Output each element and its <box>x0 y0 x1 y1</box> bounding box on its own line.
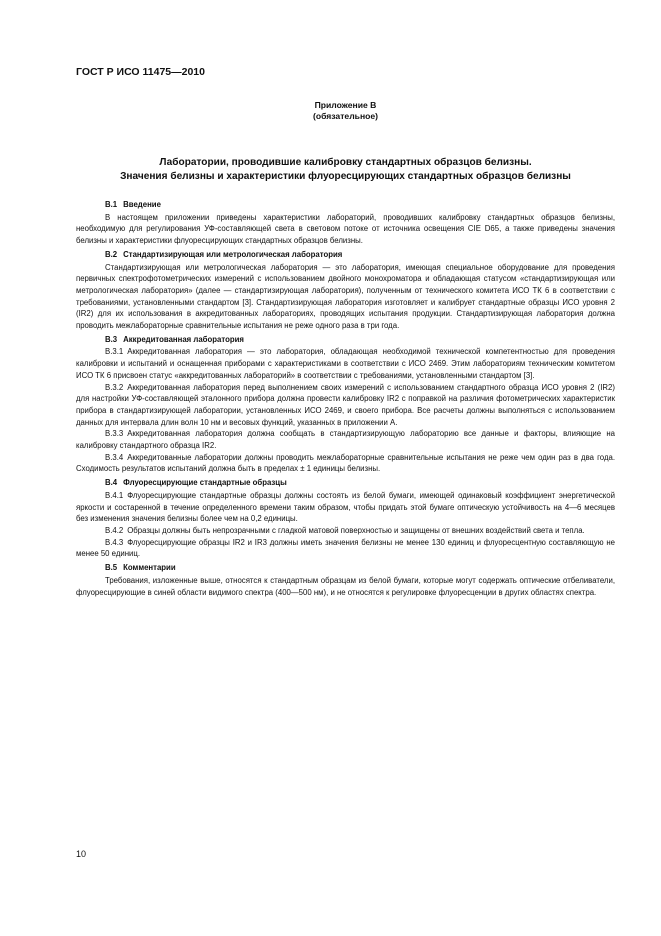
clause-number: В.4.2 <box>105 525 124 535</box>
section-heading <box>76 199 615 211</box>
section-heading <box>76 334 615 346</box>
paragraph-text: Аккредитованные лаборатории должны проводить межлабораторные сравнительные испытания не реже чем один раз в два года. Сходимость результатов испытаний должна быть в пределах ± 1 единицы белизны. <box>76 452 615 474</box>
paragraph-text: Флуоресцирующие образцы IR2 и IR3 должны иметь значения белизны не менее 130 единиц и флуоресцентную составляющую не менее 50 единиц. <box>76 537 615 559</box>
clause-number: В.3.1 <box>105 347 124 357</box>
paragraph-text: Аккредитованная лаборатория должна сообщать в стандартизирующую лабораторию все данные и факторы, влияющие на калибровку стандартного образца IR2. <box>76 429 615 451</box>
paragraph-text: Образцы должны быть непрозрачными с гладкой матовой поверхностью и защищены от внешних воздействий света и тепла. <box>127 525 585 535</box>
annex-title: Приложение В <box>314 100 377 110</box>
paragraph-text: Стандартизирующая или метрологическая лаборатория — это лаборатория, имеющая специальное оборудование для проведения первичных спектрофотометрических измерений с использованием двойного монохроматора и обладающая статусом «стандартизирующая или метрологическая лаборатория» (далее — стандартизирующая лаборатория), полученным от технического комитета ИСО ТК 6 в соответствии с требованиями, установленными стандартом [3]. Стандартизирующая лаборатория изготовляет и калибрует стандартные образцы ИСО уровня 2 (IR2) для их использования в аккредитованных лабораториях, проводящих испытания продукции. Стандартизирующая лаборатория должна проводить межлабораторные сравнительные испытания не реже одного раза в три года. <box>76 262 615 331</box>
section-title: Введение <box>123 200 161 209</box>
title-line-1: Лаборатории, проводившие калибровку стандартных образцов белизны. <box>159 157 532 168</box>
paragraph <box>76 346 615 381</box>
clause-number: В.3.4 <box>105 452 124 462</box>
section-title: Флуоресцирующие стандартные образцы <box>123 478 287 488</box>
paragraph-text: Требования, изложенные выше, относятся к стандартным образцам из белой бумаги, которые могут содержать оптические отбеливатели, флуоресцирующие в синей области видимого спектра (400—500 нм), и не относятся к регулировке флуоресценции в других областях спектра. <box>76 575 615 597</box>
paragraph-text: Аккредитованная лаборатория перед выполнением своих измерений с использованием стандартного образца ИСО уровня 2 (IR2) для настройки УФ-составляющей эталонного прибора должна провести калибровку IR2 с поправкой на различия фотометрических характеристик прибора в стандартизирующей лаборатории, установленных ИСО 2469, и своего прибора. Все расчеты должны выполняться с использованием данных для интервала длин волн 10 нм и весовых функций, указанных в приложении А. <box>76 382 615 427</box>
annex-heading <box>76 100 615 122</box>
section-heading <box>76 477 615 489</box>
paragraph <box>76 212 615 247</box>
section-title: Комментарии <box>123 563 176 573</box>
clause-number: В.4.1 <box>105 490 124 500</box>
section-number: В.2 <box>105 249 118 259</box>
paragraph-text: Аккредитованная лаборатория — это лаборатория, обладающая необходимой технической компетентностью для проведения калибровки и испытаний и оснащенная приборами с характеристиками в соответствии с ИСО 2469. Этим лабораториям техническим комитетом ИСО ТК 6 присвоен статус «аккредитованных лабораторий» в соответствии с требованиями, установленными стандартом [3]. <box>76 347 615 380</box>
section-number: В.3 <box>105 334 118 344</box>
section-title: Аккредитованная лаборатория <box>123 334 244 344</box>
annex-main-title <box>76 156 615 184</box>
title-line-2: Значения белизны и характеристики флуоресцирующих стандартных образцов белизны <box>120 171 571 182</box>
clause-number: В.3.2 <box>105 382 124 392</box>
clause-number: В.3.3 <box>105 429 124 439</box>
paragraph <box>76 490 615 525</box>
paragraph <box>76 452 615 475</box>
paragraph <box>76 525 615 537</box>
document-body <box>76 197 615 598</box>
document-header: ГОСТ Р ИСО 11475—2010 <box>76 66 205 78</box>
section-heading <box>76 249 615 261</box>
section-heading <box>76 562 615 574</box>
annex-status: (обязательное) <box>312 111 379 121</box>
section-number: В.5 <box>105 563 118 573</box>
paragraph <box>76 575 615 598</box>
section-number: В.4 <box>105 478 118 488</box>
page-number: 10 <box>76 849 87 859</box>
paragraph <box>76 428 615 451</box>
paragraph <box>76 537 615 560</box>
section-title: Стандартизирующая или метрологическая лаборатория <box>123 249 343 259</box>
clause-number: В.4.3 <box>105 537 124 547</box>
section-number: В.1 <box>105 200 118 209</box>
paragraph-text: В настоящем приложении приведены характеристики лабораторий, проводивших калибровку стандартных образцов белизны, необходимую для регулирования УФ-составляющей света в световом потоке от источника освещения CIE D65, а также приведены значения белизны и характеристики флуоресцирующих стандартных образцов белизны. <box>76 212 615 246</box>
paragraph <box>76 262 615 332</box>
paragraph <box>76 382 615 429</box>
paragraph-text: Флуоресцирующие стандартные образцы должны состоять из белой бумаги, имеющей одинаковый коэффициент энергетической яркости и состаренной в течение определенного времени таким образом, чтобы придать этой бумаге оптическую устойчивость на 4—6 месяцев без изменения значения белизны более чем на 0,2 единицы. <box>76 490 615 524</box>
